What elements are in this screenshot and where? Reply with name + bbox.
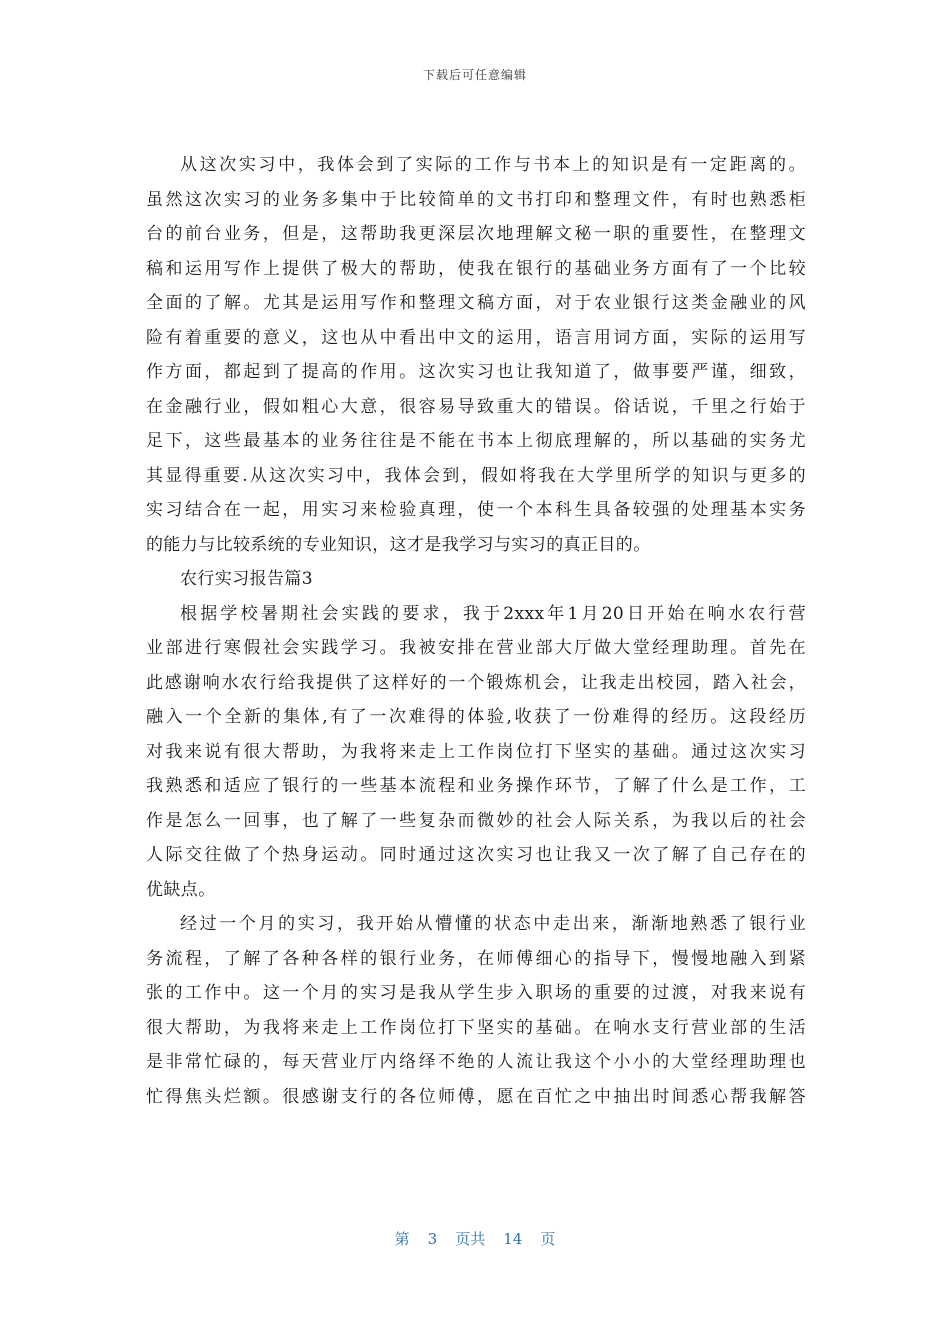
text-line: 足下，这些最基本的业务往往是不能在书本上彻底理解的，所以基础的实务尤 bbox=[146, 431, 806, 451]
document-body bbox=[146, 148, 806, 1114]
text-line: 优缺点。 bbox=[146, 879, 216, 900]
section-heading: 农行实习报告篇3 bbox=[180, 569, 314, 589]
text-line: 其显得重要.从这次实习中，我体会到，假如将我在大学里所学的知识与更多的 bbox=[146, 465, 806, 486]
text-line: 对我来说有很大帮助，为我将来走上工作岗位打下坚实的基础。通过这次实习 bbox=[146, 741, 806, 762]
text-line: 此感谢响水农行给我提供了这样好的一个锻炼机会，让我走出校园，踏入社会， bbox=[146, 672, 806, 693]
text-line: 在金融行业，假如粗心大意，很容易导致重大的错误。俗话说，千里之行始于 bbox=[146, 396, 806, 417]
text-line: 的能力与比较系统的专业知识，这才是我学习与实习的真正目的。 bbox=[146, 534, 651, 555]
total-page-count: 14 bbox=[503, 1230, 523, 1248]
text-line: 作方面，都起到了提高的作用。这次实习也让我知道了，做事要严谨，细致， bbox=[146, 362, 806, 382]
text-line: 张的工作中。这一个月的实习是我从学生步入职场的重要的过渡，对我来说有 bbox=[146, 983, 806, 1003]
text-line: 实习结合在一起，用实习来检验真理，使一个本科生具备较强的处理基本实务 bbox=[146, 500, 806, 520]
text-line: 根据学校暑期社会实践的要求，我于2xxx年1月20日开始在响水农行营 bbox=[180, 603, 806, 624]
footer-middle: 页共 bbox=[455, 1230, 486, 1248]
text-line: 忙得焦头烂额。很感谢支行的各位师傅，愿在百忙之中抽出时间悉心帮我解答 bbox=[146, 1086, 806, 1107]
text-line: 很大帮助，为我将来走上工作岗位打下坚实的基础。在响水支行营业部的生活 bbox=[146, 1017, 806, 1038]
text-line: 从这次实习中，我体会到了实际的工作与书本上的知识是有一定距离的。 bbox=[180, 155, 806, 175]
text-line: 经过一个月的实习，我开始从懵懂的状态中走出来，渐渐地熟悉了银行业 bbox=[180, 914, 806, 934]
text-line: 险有着重要的意义，这也从中看出中文的运用，语言用词方面，实际的运用写 bbox=[146, 327, 806, 348]
text-line: 虽然这次实习的业务多集中于比较简单的文书打印和整理文件，有时也熟悉柜 bbox=[146, 189, 806, 210]
text-line: 业部进行寒假社会实践学习。我被安排在营业部大厅做大堂经理助理。首先在 bbox=[146, 638, 806, 658]
current-page-number: 3 bbox=[427, 1230, 438, 1248]
footer-suffix: 页 bbox=[540, 1230, 556, 1248]
text-line: 稿和运用写作上提供了极大的帮助，使我在银行的基础业务方面有了一个比较 bbox=[146, 258, 806, 279]
text-line: 务流程，了解了各种各样的银行业务，在师傅细心的指导下，慢慢地融入到紧 bbox=[146, 948, 806, 969]
footer-prefix: 第 bbox=[394, 1230, 410, 1248]
text-line: 作是怎么一回事，也了解了一些复杂而微妙的社会人际关系，为我以后的社会 bbox=[146, 810, 806, 831]
page-header: 下载后可任意编辑 bbox=[422, 68, 527, 82]
text-line: 融入一个全新的集体,有了一次难得的体验,收获了一份难得的经历。这段经历 bbox=[146, 707, 806, 727]
text-line: 人际交往做了个热身运动。同时通过这次实习也让我又一次了解了自己存在的 bbox=[146, 845, 806, 865]
text-line: 是非常忙碌的，每天营业厅内络绎不绝的人流让我这个小小的大堂经理助理也 bbox=[146, 1052, 806, 1072]
page-footer bbox=[0, 1228, 950, 1249]
text-line: 台的前台业务，但是，这帮助我更深层次地理解文秘一职的重要性，在整理文 bbox=[146, 224, 806, 244]
text-line: 全面的了解。尤其是运用写作和整理文稿方面，对于农业银行这类金融业的风 bbox=[146, 293, 806, 313]
text-line: 我熟悉和适应了银行的一些基本流程和业务操作环节，了解了什么是工作，工 bbox=[146, 776, 806, 796]
